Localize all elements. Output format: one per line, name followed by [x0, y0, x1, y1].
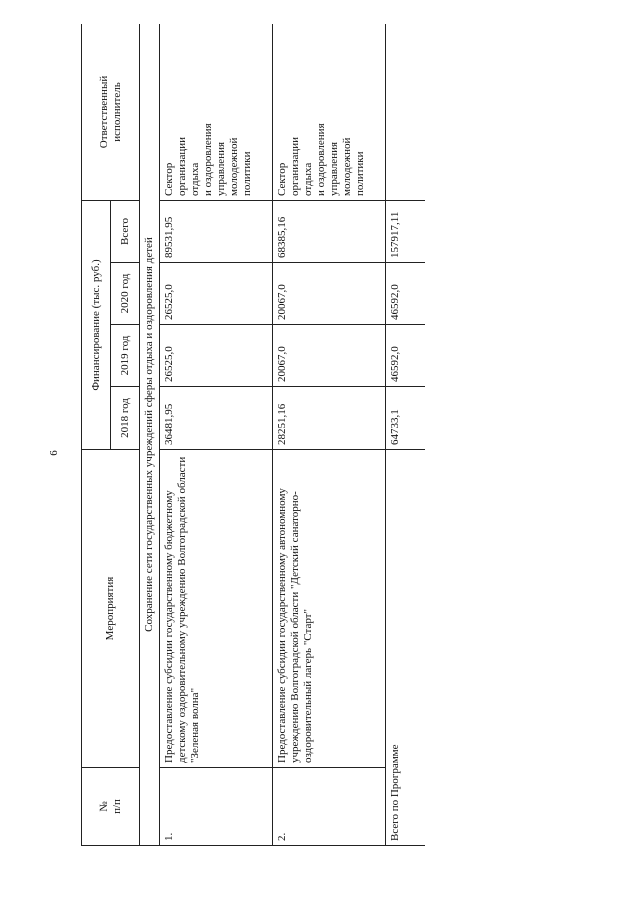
rotated-table-container — [81, 24, 425, 846]
row-number: 1. — [159, 768, 272, 846]
value-total: 68385,16 — [272, 201, 385, 263]
value-2019: 20067,0 — [272, 325, 385, 387]
total-2020: 46592,0 — [385, 263, 425, 325]
table-row — [272, 24, 385, 846]
header-year-2020: 2020 год — [111, 263, 140, 325]
row-number: 2. — [272, 768, 385, 846]
header-financing: Финансирование (тыс. руб.) — [82, 201, 111, 450]
header-measures: Мероприятия — [82, 450, 140, 768]
header-total: Всего — [111, 201, 140, 263]
page-number: 6 — [48, 450, 60, 456]
total-row — [385, 24, 425, 846]
measure-text: Предоставление субсидии государственному бюджетному детскому оздоровительному учреждению Волгоградской области "Зеленая волна" — [159, 450, 272, 768]
total-2018: 64733,1 — [385, 387, 425, 450]
value-2020: 20067,0 — [272, 263, 385, 325]
value-2019: 26525,0 — [159, 325, 272, 387]
table-row — [159, 24, 272, 846]
header-year-2018: 2018 год — [111, 387, 140, 450]
value-2018: 36481,95 — [159, 387, 272, 450]
responsible-text: Сектор организации отдыха и оздоровления управления молодежной политики — [159, 24, 272, 201]
header-row-top — [82, 24, 111, 846]
value-2018: 28251,16 — [272, 387, 385, 450]
value-total: 89531,95 — [159, 201, 272, 263]
total-responsible — [385, 24, 425, 201]
value-2020: 26525,0 — [159, 263, 272, 325]
program-table — [81, 24, 425, 846]
measure-text: Предоставление субсидии государственному автономному учреждению Волгоградской области "Детский санаторно-оздоровительный лагерь "Старт" — [272, 450, 385, 768]
total-sum: 157917,11 — [385, 201, 425, 263]
section-row — [140, 24, 160, 846]
header-responsible: Ответственный исполнитель — [82, 24, 140, 201]
section-title: Сохранение сети государственных учреждений сферы отдыха и оздоровления детей — [140, 24, 160, 846]
header-year-2019: 2019 год — [111, 325, 140, 387]
header-num: № п/п — [82, 768, 140, 846]
total-label: Всего по Программе — [385, 450, 425, 846]
responsible-text: Сектор организации отдыха и оздоровления управления молодежной политики — [272, 24, 385, 201]
total-2019: 46592,0 — [385, 325, 425, 387]
